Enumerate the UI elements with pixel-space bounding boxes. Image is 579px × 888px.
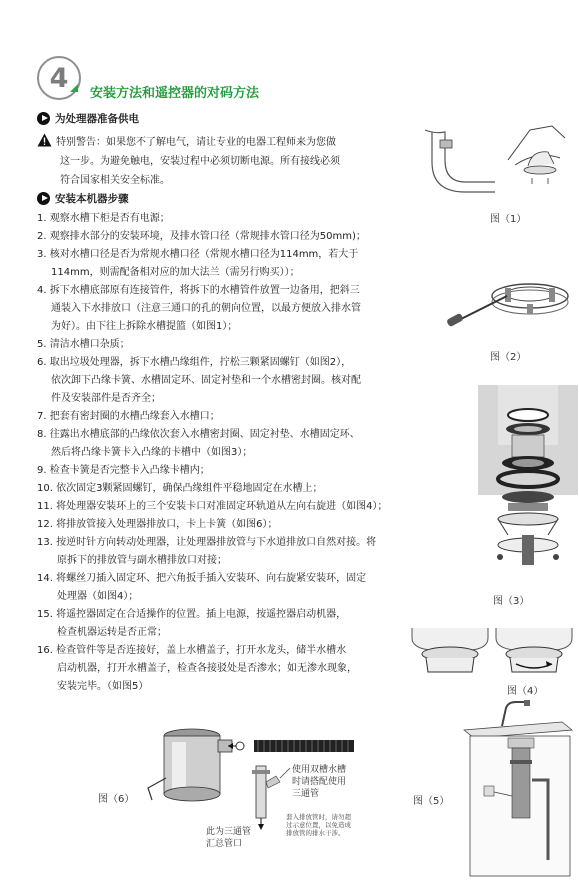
power-heading-text: 为处理器准备供电 <box>55 113 139 125</box>
install-step <box>37 534 376 570</box>
figure-6-label: 图（6） <box>98 794 135 805</box>
install-step-number: 1. <box>37 213 47 224</box>
install-step-line-first <box>37 282 361 300</box>
install-step-line: 启动机器，打开水槽盖子，检查各接驳处是否渗水；如无渗水现象， <box>57 663 357 674</box>
install-step-line: 为好）。由下往上拆除水槽提篮（如图1）； <box>51 321 238 332</box>
install-step-number: 8. <box>37 429 47 440</box>
warning-line: 特别警告：如果您不了解电气，请让专业的电器工程师来为您做 <box>56 137 336 148</box>
install-step-line-first <box>37 426 360 444</box>
install-step-text: 往露出水槽底部的凸缘依次套入水槽密封圈、固定衬垫、水槽固定环、 <box>49 429 360 440</box>
install-step-text: 把套有密封圈的水槽凸缘套入水槽口； <box>49 411 220 422</box>
install-step-line-first <box>37 354 361 372</box>
double-sink-note-line: 时请搭配使用 <box>292 777 347 787</box>
install-step-number: 2. <box>37 231 47 242</box>
install-step-line-first <box>37 480 322 498</box>
warning-line: 这一步。为避免触电，安装过程中必须切断电源。所有接线必须 <box>60 156 340 167</box>
install-step <box>37 570 366 606</box>
install-step-text: 检查管件等是否连接好，盖上水槽盖子，打开水龙头，储半水槽水 <box>56 645 347 656</box>
install-step-text: 取出垃圾处理器，拆下水槽凸缘组件，拧松三颗紧固螺钉（如图2）， <box>49 357 352 368</box>
warning-line: 符合国家相关安全标准。 <box>60 175 170 186</box>
install-step-number: 13. <box>37 537 53 548</box>
install-step <box>37 354 361 408</box>
install-step-text: 检查卡簧是否完整卡入凸缘卡槽内； <box>49 465 210 476</box>
figure-5-illustration <box>462 700 574 880</box>
tee-outlet-note-line: 此为三通管 <box>206 827 252 837</box>
install-step-line-first <box>37 228 366 246</box>
double-sink-note-line: 使用双槽水槽 <box>292 765 347 775</box>
warning-text <box>56 133 416 190</box>
install-step-line-first <box>37 570 366 588</box>
install-step-text: 将遥控器固定在合适操作的位置。插上电源，按遥控器启动机器， <box>56 609 347 620</box>
install-step-line-first <box>37 642 357 660</box>
power-heading <box>37 111 139 126</box>
figure-2-label: 图（2） <box>490 352 527 363</box>
install-step-line: 依次卸下凸缘卡簧、水槽固定环、固定衬垫和一个水槽密封圈。核对配 <box>51 375 361 386</box>
install-step-line: 然后将凸缘卡簧卡入凸缘的卡槽中（如图3）； <box>51 447 253 458</box>
warning-icon <box>37 133 52 147</box>
install-step-line: 安装完毕。（如图5） <box>57 681 149 692</box>
install-step-text: 将排放管接入处理器排放口，卡上卡簧（如图6）； <box>56 519 278 530</box>
caution-note-line: 排放管的排水干涉。 <box>286 829 345 837</box>
install-step-line: 件及安装部件是否齐全； <box>51 393 161 404</box>
install-step-line-first <box>37 462 210 480</box>
section-number-badge <box>37 56 81 100</box>
install-step-text: 拆下水槽底部原有连接管件，将拆下的水槽管件放置一边备用，把斜三 <box>49 285 360 296</box>
install-step-number: 15. <box>37 609 53 620</box>
install-step-line-first <box>37 606 346 624</box>
install-step <box>37 246 358 282</box>
install-step-number: 4. <box>37 285 47 296</box>
install-step-number: 7. <box>37 411 47 422</box>
install-step-number: 10. <box>37 483 53 494</box>
double-sink-note <box>292 764 382 800</box>
figure-5-label: 图（5） <box>413 796 450 807</box>
section-number: 4 <box>49 62 69 94</box>
install-step <box>37 516 277 534</box>
install-step-text: 清洁水槽口杂质； <box>49 339 130 350</box>
install-heading-text: 安装本机器步骤 <box>55 193 129 205</box>
page-title: 安装方法和遥控器的对码方法 <box>90 86 260 101</box>
install-heading <box>37 191 129 206</box>
install-step-line: 通装入下水排放口（注意三通口的孔的朝向位置，以最方便放入排水管 <box>51 303 361 314</box>
badge-accent-triangle <box>70 84 78 92</box>
caution-note-line: 套入排放管时，请勿超 <box>286 813 351 821</box>
install-step <box>37 336 130 354</box>
caution-note <box>286 813 376 837</box>
install-step-line-first <box>37 516 277 534</box>
install-step <box>37 642 357 696</box>
install-step-line-first <box>37 210 170 228</box>
install-step-text: 将螺丝刀插入固定环、把六角扳手插入安装环、向右旋紧安装环，固定 <box>56 573 367 584</box>
install-step-text: 观察水槽下柜是否有电源； <box>49 213 170 224</box>
install-step-text: 观察排水部分的安装环境，及排水管口径（常规排水管口径为50mm)； <box>49 231 366 242</box>
tee-outlet-note <box>206 826 276 850</box>
install-step <box>37 462 210 480</box>
install-step <box>37 498 387 516</box>
install-step-number: 11. <box>37 501 53 512</box>
install-step-line: 处理器（如图4）； <box>57 591 139 602</box>
install-step-number: 16. <box>37 645 53 656</box>
install-step-line-first <box>37 498 387 516</box>
install-step <box>37 210 170 228</box>
figure-4-label: 图（4） <box>507 686 544 697</box>
install-step-text: 将处理器安装环上的三个安装卡口对准固定环轨道从左向右旋进（如图4）； <box>56 501 388 512</box>
install-step <box>37 282 361 336</box>
figure-4-illustration <box>410 628 575 678</box>
install-step-text: 按逆时针方向转动处理器，让处理器排放管与下水道排放口自然对接。将 <box>56 537 377 548</box>
arrow-circle-icon <box>37 192 50 205</box>
install-step-text: 依次固定3颗紧固螺钉，确保凸缘组件平稳地固定在水槽上； <box>56 483 323 494</box>
install-step-line: 114mm，则需配备相对应的加大法兰（需另行购买））； <box>51 267 300 278</box>
install-step-line: 原拆下的排放管与副水槽排放口对接； <box>57 555 227 566</box>
install-step-line-first <box>37 408 220 426</box>
install-step-number: 12. <box>37 519 53 530</box>
install-step <box>37 480 322 498</box>
figure-3-label: 图（3） <box>493 596 530 607</box>
figure-1-illustration <box>420 120 570 200</box>
install-step <box>37 426 360 462</box>
install-step-text: 核对水槽口径是否为常规水槽口径（常规水槽口径为114mm，若大于 <box>49 249 359 260</box>
install-step-number: 6. <box>37 357 47 368</box>
double-sink-note-line: 三通管 <box>292 789 320 799</box>
install-step-line-first <box>37 534 376 552</box>
install-step-line-first <box>37 246 358 264</box>
arrow-circle-icon <box>37 112 50 125</box>
install-step-number: 5. <box>37 339 47 350</box>
figure-3-illustration <box>478 385 578 585</box>
caution-note-line: 过示意位置，以免造成 <box>286 821 351 829</box>
install-step <box>37 606 346 642</box>
install-step-number: 3. <box>37 249 47 260</box>
install-step <box>37 408 220 426</box>
install-step-line: 检查机器运转是否正常； <box>57 627 167 638</box>
install-step <box>37 228 366 246</box>
figure-1-label: 图（1） <box>490 214 527 225</box>
install-step-line-first <box>37 336 130 354</box>
install-step-number: 9. <box>37 465 47 476</box>
tee-outlet-note-line: 汇总管口 <box>206 839 243 849</box>
install-step-number: 14. <box>37 573 53 584</box>
figure-2-illustration <box>445 262 575 342</box>
